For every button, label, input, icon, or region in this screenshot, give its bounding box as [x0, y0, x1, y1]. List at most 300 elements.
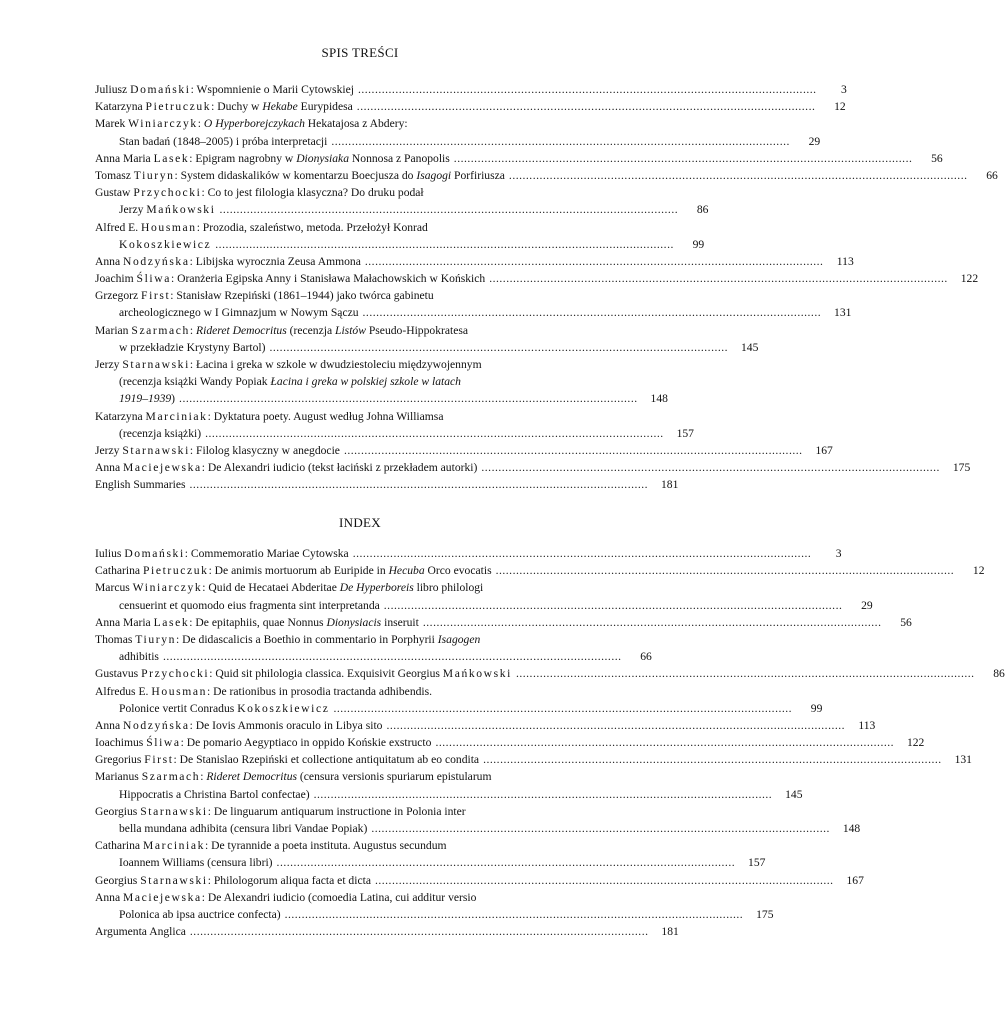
- entry-text: [119, 304, 359, 321]
- author-surname: Kokoszkiewicz: [237, 701, 330, 715]
- author-surname: Przychocki: [133, 186, 202, 200]
- dot-leader: [179, 390, 636, 407]
- entry-text: [119, 906, 281, 923]
- text-segment: Jerzy: [95, 358, 123, 371]
- text-segment: : Co to jest filologia klasyczna? Do druku podał: [201, 186, 424, 200]
- entry-text: [119, 339, 265, 356]
- text-segment: : System didaskalików w komentarzu Boecjusza do: [174, 168, 417, 182]
- text-segment: Alfred E.: [95, 220, 142, 234]
- dot-leader: [331, 133, 788, 150]
- text-segment: inseruit: [381, 615, 419, 629]
- page-number: 12: [972, 564, 985, 578]
- italic-title: Hekabe: [262, 100, 298, 114]
- text-segment: : De didascalicis a Boethio in commentario in Porphyrii: [176, 632, 438, 646]
- entry-line: [95, 167, 998, 184]
- text-segment: Katarzyna: [95, 409, 146, 423]
- text-segment: (recenzja książki): [119, 426, 202, 440]
- entry-line: [95, 219, 625, 236]
- page-number: 3: [841, 83, 847, 96]
- dot-leader: [509, 167, 966, 184]
- text-segment: Marianus: [95, 770, 142, 784]
- entry-line: [95, 820, 861, 837]
- entry-text: [119, 133, 327, 150]
- author-surname: Starnawski: [122, 443, 190, 457]
- entry-line: [95, 683, 625, 700]
- entry-text: [119, 373, 461, 390]
- entry-text: [95, 459, 477, 476]
- page-number: 86: [993, 667, 1005, 681]
- entry-text: [95, 115, 408, 132]
- text-segment: Polonice vertit Conradus: [119, 701, 238, 715]
- entry-line: [95, 889, 625, 906]
- toc-list: [95, 81, 998, 494]
- author-surname: Kokoszkiewicz: [119, 237, 212, 251]
- entry-line: [95, 872, 864, 889]
- page-number: 145: [740, 340, 759, 354]
- text-segment: Georgius: [95, 873, 141, 887]
- text-segment: Porfiriusza: [451, 168, 505, 182]
- entry-text: [95, 768, 492, 785]
- list-item: [95, 270, 979, 287]
- entry-text: [95, 872, 371, 889]
- author-surname: First: [144, 753, 174, 767]
- entry-text: [95, 751, 479, 768]
- text-segment: archeologicznego w I Gimnazjum w Nowym Sączu: [119, 306, 359, 320]
- italic-title: Dionysiaka: [296, 151, 349, 165]
- page-number: 12: [834, 100, 846, 114]
- text-segment: Argumenta Anglica: [95, 925, 186, 939]
- index-list: [95, 545, 1005, 940]
- text-segment: Anna: [95, 254, 124, 268]
- text-segment: adhibitis: [119, 650, 159, 664]
- page-number: 99: [692, 237, 705, 251]
- dot-leader: [215, 236, 672, 253]
- text-segment: : De Alexandri iudicio (tekst łaciński z przekładem autorki): [201, 461, 478, 475]
- text-segment: Anna Maria: [95, 615, 154, 629]
- author-surname: Lasek: [153, 615, 190, 629]
- entry-text: [119, 390, 175, 407]
- text-segment: (censura versionis spuriarum epistularum: [297, 770, 492, 784]
- page-number: 56: [900, 615, 912, 629]
- author-surname: Szarmach: [131, 323, 190, 337]
- list-item: [95, 734, 925, 751]
- list-item: [95, 408, 694, 442]
- page-number: 175: [952, 461, 971, 475]
- text-segment: Nonnosa z Panopolis: [349, 151, 450, 165]
- entry-line: [95, 98, 846, 115]
- list-item: [95, 459, 971, 476]
- entry-line: [95, 270, 979, 287]
- entry-line: [95, 906, 774, 923]
- list-item: [95, 356, 668, 408]
- page-number: 148: [842, 822, 861, 835]
- text-segment: Anna Maria: [95, 151, 154, 165]
- author-surname: Mańkowski: [442, 667, 512, 681]
- text-segment: : Quid sit philologia classica. Exquisivit Georgius: [209, 667, 443, 681]
- entry-line: [95, 631, 625, 648]
- text-segment: : Oranżeria Egipska Anny i Stanisława Małachowskich w Końskich: [170, 272, 486, 286]
- text-segment: : De pomario Aegyptiaco in oppido Końskie exstructo: [180, 736, 432, 750]
- text-segment: bella mundana adhibita (censura libri Vandae Popiak): [119, 822, 368, 835]
- entry-text: [95, 923, 186, 940]
- author-surname: Pietruczuk: [142, 564, 209, 578]
- author-surname: Starnawski: [140, 873, 208, 887]
- text-segment: : Commemoratio Mariae Cytowska: [184, 547, 349, 560]
- page-number: 131: [954, 753, 972, 767]
- dot-leader: [277, 854, 734, 871]
- entry-line: [95, 854, 766, 871]
- entry-line: [95, 768, 625, 785]
- entry-text: [95, 665, 512, 682]
- text-segment: Anna: [95, 718, 124, 732]
- text-segment: Eurypidesa: [297, 100, 353, 114]
- dot-leader: [358, 81, 815, 98]
- text-segment: : De tyrannide a poeta instituta. Augustus secundum: [205, 839, 447, 853]
- entry-text: [95, 184, 424, 201]
- author-surname: Śliwa: [146, 736, 181, 750]
- page-number: 99: [810, 701, 823, 715]
- entry-text: [95, 734, 431, 751]
- author-surname: Szarmach: [141, 770, 201, 784]
- entry-text: [119, 786, 310, 803]
- text-segment: : Quid de Hecataei Abderitae: [202, 581, 340, 595]
- page-number: 175: [756, 907, 774, 921]
- text-segment: : De Alexandri iudicio (comoedia Latina, cui additur versio: [201, 890, 477, 904]
- author-surname: Maciejewska: [123, 890, 202, 904]
- entry-text: [95, 287, 434, 304]
- dot-leader: [489, 270, 946, 287]
- text-segment: Alfredus E.: [95, 684, 152, 698]
- text-segment: Jerzy: [119, 203, 147, 217]
- text-segment: Orco evocatis: [424, 564, 492, 578]
- entry-line: [95, 648, 652, 665]
- list-item: [95, 562, 985, 579]
- dot-leader: [163, 648, 620, 665]
- dot-leader: [365, 253, 822, 270]
- text-segment: Marian: [95, 323, 132, 337]
- italic-title: Listów: [335, 323, 366, 337]
- entry-text: [119, 854, 273, 871]
- italic-title: Rideret Democritus: [206, 770, 298, 784]
- entry-text: [95, 614, 419, 631]
- entry-text: [95, 150, 450, 167]
- text-segment: Gustaw: [95, 186, 134, 200]
- text-segment: Pseudo-Hippokratesa: [365, 323, 469, 337]
- text-segment: Catharina: [95, 564, 143, 578]
- italic-title: Hecuba: [388, 564, 425, 578]
- text-segment: w przekładzie Krystyny Bartol): [119, 340, 266, 354]
- list-item: [95, 98, 846, 115]
- list-item: [95, 322, 759, 356]
- list-item: [95, 81, 847, 98]
- list-item: [95, 167, 998, 184]
- text-segment: : Epigram nagrobny w: [189, 151, 297, 165]
- entry-text: [119, 201, 216, 218]
- entry-line: [95, 579, 625, 596]
- text-segment: (recenzja książki Wandy Popiak: [119, 375, 271, 389]
- author-surname: Housman: [151, 684, 207, 698]
- entry-text: [95, 717, 382, 734]
- list-item: [95, 184, 709, 218]
- author-surname: Tiuryn: [135, 632, 176, 646]
- entry-text: [95, 545, 349, 562]
- italic-title: Isagogen: [437, 632, 481, 646]
- dot-leader: [363, 304, 820, 321]
- author-surname: First: [141, 289, 171, 303]
- page-number: 122: [960, 272, 979, 286]
- dot-leader: [205, 425, 662, 442]
- dot-leader: [314, 786, 771, 803]
- dot-leader: [333, 700, 790, 717]
- dot-leader: [496, 562, 953, 579]
- dot-leader: [357, 98, 814, 115]
- dot-leader: [353, 545, 810, 562]
- list-item: [95, 665, 1005, 682]
- entry-line: [95, 115, 625, 132]
- dot-leader: [285, 906, 742, 923]
- text-segment: Thomas: [95, 632, 136, 646]
- entry-text: [95, 562, 492, 579]
- author-surname: Starnawski: [122, 358, 190, 371]
- entry-line: [95, 304, 852, 321]
- author-surname: Przychocki: [141, 667, 210, 681]
- entry-line: [95, 373, 625, 390]
- list-item: [95, 253, 854, 270]
- entry-text: [95, 476, 186, 493]
- italic-title: Isagogi: [416, 168, 452, 182]
- page-number: 29: [861, 598, 873, 612]
- list-item: [95, 923, 679, 940]
- text-segment: Marcus: [95, 581, 133, 595]
- dot-leader: [481, 459, 938, 476]
- page-number: 131: [834, 306, 852, 320]
- list-item: [95, 872, 864, 889]
- entry-line: [95, 390, 668, 407]
- entry-line: [95, 201, 709, 218]
- author-surname: Nodzyńska: [123, 718, 190, 732]
- text-segment: Georgius: [95, 804, 141, 818]
- entry-text: [95, 408, 443, 425]
- text-segment: Gregorius: [95, 753, 145, 767]
- entry-line: [95, 614, 912, 631]
- author-surname: Śliwa: [136, 272, 171, 286]
- author-surname: Domański: [130, 83, 191, 96]
- text-segment: Tomasz: [95, 168, 134, 182]
- author-surname: Marciniak: [145, 409, 208, 423]
- text-segment: ): [171, 392, 176, 406]
- author-surname: Housman: [141, 220, 197, 234]
- toc-heading: SPIS TREŚCI: [321, 45, 399, 60]
- author-surname: Domański: [124, 547, 185, 560]
- page-number: 3: [835, 547, 842, 560]
- entry-line: [95, 717, 876, 734]
- text-segment: Katarzyna: [95, 100, 146, 114]
- dot-leader: [435, 734, 892, 751]
- entry-line: [95, 734, 925, 751]
- text-segment: : De epitaphiis, quae Nonnus: [189, 615, 327, 629]
- page-number: 122: [906, 736, 925, 750]
- text-segment: : De Iovis Ammonis oraculo in Libya sito: [189, 718, 383, 732]
- italic-title: Rideret Democritus: [196, 323, 287, 337]
- entry-line: [95, 408, 625, 425]
- author-surname: Tiuryn: [133, 168, 175, 182]
- author-surname: Mańkowski: [146, 203, 216, 217]
- entry-text: [119, 648, 159, 665]
- page-number: 181: [661, 925, 679, 939]
- text-segment: Gustavus: [95, 667, 142, 681]
- entry-line: [95, 442, 833, 459]
- author-surname: Starnawski: [140, 804, 208, 818]
- text-segment: Catharina: [95, 839, 143, 853]
- entry-line: [95, 81, 847, 98]
- italic-title: De Hyperboreis: [339, 581, 414, 595]
- text-segment: Polonica ab ipsa auctrice confecta): [119, 907, 281, 921]
- text-segment: censuerint et quomodo eius fragmenta sint interpretanda: [119, 598, 380, 612]
- text-segment: :: [189, 323, 197, 337]
- entry-text: [95, 270, 485, 287]
- italic-title: Dionysiacis: [326, 615, 382, 629]
- entry-line: [95, 700, 823, 717]
- page-number: 113: [836, 254, 854, 268]
- author-surname: Pietruczuk: [145, 100, 212, 114]
- author-surname: Winiarczyk: [128, 117, 198, 131]
- dot-leader: [371, 820, 828, 837]
- dot-leader: [454, 150, 911, 167]
- text-segment: : Filolog klasyczny w anegdocie: [189, 443, 340, 457]
- author-surname: Nodzyńska: [123, 254, 190, 268]
- entry-text: [95, 167, 505, 184]
- entry-text: [119, 236, 211, 253]
- list-item: [95, 683, 823, 717]
- entry-text: [119, 700, 329, 717]
- text-segment: libro philologi: [413, 581, 484, 595]
- entry-text: [95, 219, 428, 236]
- text-segment: : Duchy w: [211, 100, 263, 114]
- list-item: [95, 837, 766, 871]
- text-segment: Juliusz: [95, 83, 131, 96]
- list-item: [95, 545, 842, 562]
- text-segment: : Stanisław Rzepiński (1861–1944) jako twórca gabinetu: [170, 289, 434, 303]
- text-segment: : De animis mortuorum ab Euripide in: [208, 564, 389, 578]
- entry-line: [95, 425, 694, 442]
- entry-line: [95, 597, 873, 614]
- page-number: 29: [808, 134, 821, 148]
- author-surname: Maciejewska: [123, 461, 202, 475]
- dot-leader: [190, 923, 647, 940]
- dot-leader: [386, 717, 843, 734]
- italic-title: Łacina i greka w polskiej szkole w latach: [270, 375, 461, 389]
- entry-line: [95, 476, 679, 493]
- entry-line: [95, 253, 854, 270]
- entry-text: [95, 442, 340, 459]
- text-segment: Marek: [95, 117, 129, 131]
- text-segment: Hippocratis a Christina Bartol confectae): [119, 787, 310, 801]
- text-segment: Joachim: [95, 272, 137, 286]
- entry-text: [95, 631, 480, 648]
- entry-line: [95, 786, 803, 803]
- page-number: 56: [931, 151, 943, 165]
- dot-leader: [344, 442, 801, 459]
- text-segment: : Prozodia, szaleństwo, metoda. Przełożył Konrad: [196, 220, 428, 234]
- entry-line: [95, 562, 985, 579]
- author-surname: Marciniak: [142, 839, 206, 853]
- entry-line: [95, 751, 972, 768]
- text-segment: Iulius: [95, 547, 125, 560]
- entry-line: [95, 133, 821, 150]
- text-segment: (recenzja: [286, 323, 336, 337]
- entry-line: [95, 923, 679, 940]
- page-number: 167: [815, 443, 833, 457]
- entry-line: [95, 665, 1005, 682]
- list-item: [95, 889, 774, 923]
- author-surname: Winiarczyk: [132, 581, 203, 595]
- entry-text: [95, 837, 447, 854]
- text-segment: : De rationibus in prosodia tractanda adhibendis.: [207, 684, 433, 698]
- page-number: 157: [748, 856, 766, 870]
- dot-leader: [220, 201, 677, 218]
- text-segment: Ioachimus: [95, 736, 147, 750]
- text-segment: : Wspomnienie o Marii Cytowskiej: [190, 83, 354, 96]
- entry-text: [95, 683, 432, 700]
- list-item: [95, 476, 679, 493]
- text-segment: : De linguarum antiquarum instructione in Polonia inter: [207, 804, 466, 818]
- text-segment: English Summaries: [95, 478, 186, 492]
- dot-leader: [516, 665, 973, 682]
- list-item: [95, 751, 972, 768]
- entry-text: [95, 803, 466, 820]
- page-number: 157: [676, 426, 694, 440]
- text-segment: : De Stanislao Rzepiński et collectione antiquitatum ab eo condita: [173, 753, 480, 767]
- entry-line: [95, 287, 625, 304]
- text-segment: Jerzy: [95, 443, 123, 457]
- italic-title: O Hyperborejczykach: [203, 117, 305, 131]
- list-item: [95, 219, 705, 253]
- page-number: 113: [858, 718, 876, 732]
- text-segment: :: [200, 770, 207, 784]
- dot-leader: [384, 597, 841, 614]
- page-number: 148: [650, 392, 668, 406]
- text-segment: : Philologorum aliqua facta et dicta: [207, 873, 371, 887]
- list-item: [95, 614, 912, 631]
- italic-title: 1919–1939: [119, 392, 172, 406]
- page-number: 66: [986, 168, 998, 182]
- page-number: 181: [661, 478, 679, 492]
- text-segment: Anna: [95, 890, 124, 904]
- page-number: 145: [785, 787, 803, 801]
- list-item: [95, 717, 876, 734]
- entry-line: [95, 184, 625, 201]
- list-item: [95, 287, 852, 321]
- entry-text: [95, 253, 361, 270]
- entry-text: [95, 81, 354, 98]
- entry-text: [95, 356, 482, 373]
- text-segment: Anna: [95, 461, 124, 475]
- entry-line: [95, 322, 625, 339]
- list-item: [95, 150, 943, 167]
- dot-leader: [423, 614, 880, 631]
- list-item: [95, 442, 833, 459]
- entry-text: [95, 889, 476, 906]
- entry-line: [95, 837, 625, 854]
- list-item: [95, 631, 652, 665]
- text-segment: Ioannem Williams (censura libri): [119, 856, 273, 870]
- text-segment: : Dyktatura poety. August według Johna Williamsa: [207, 409, 444, 423]
- index-heading: INDEX: [339, 515, 381, 530]
- entry-line: [95, 236, 705, 253]
- dot-leader: [269, 339, 726, 356]
- text-segment: Hekatajosa z Abdery:: [304, 117, 408, 131]
- page-number: 66: [640, 650, 652, 664]
